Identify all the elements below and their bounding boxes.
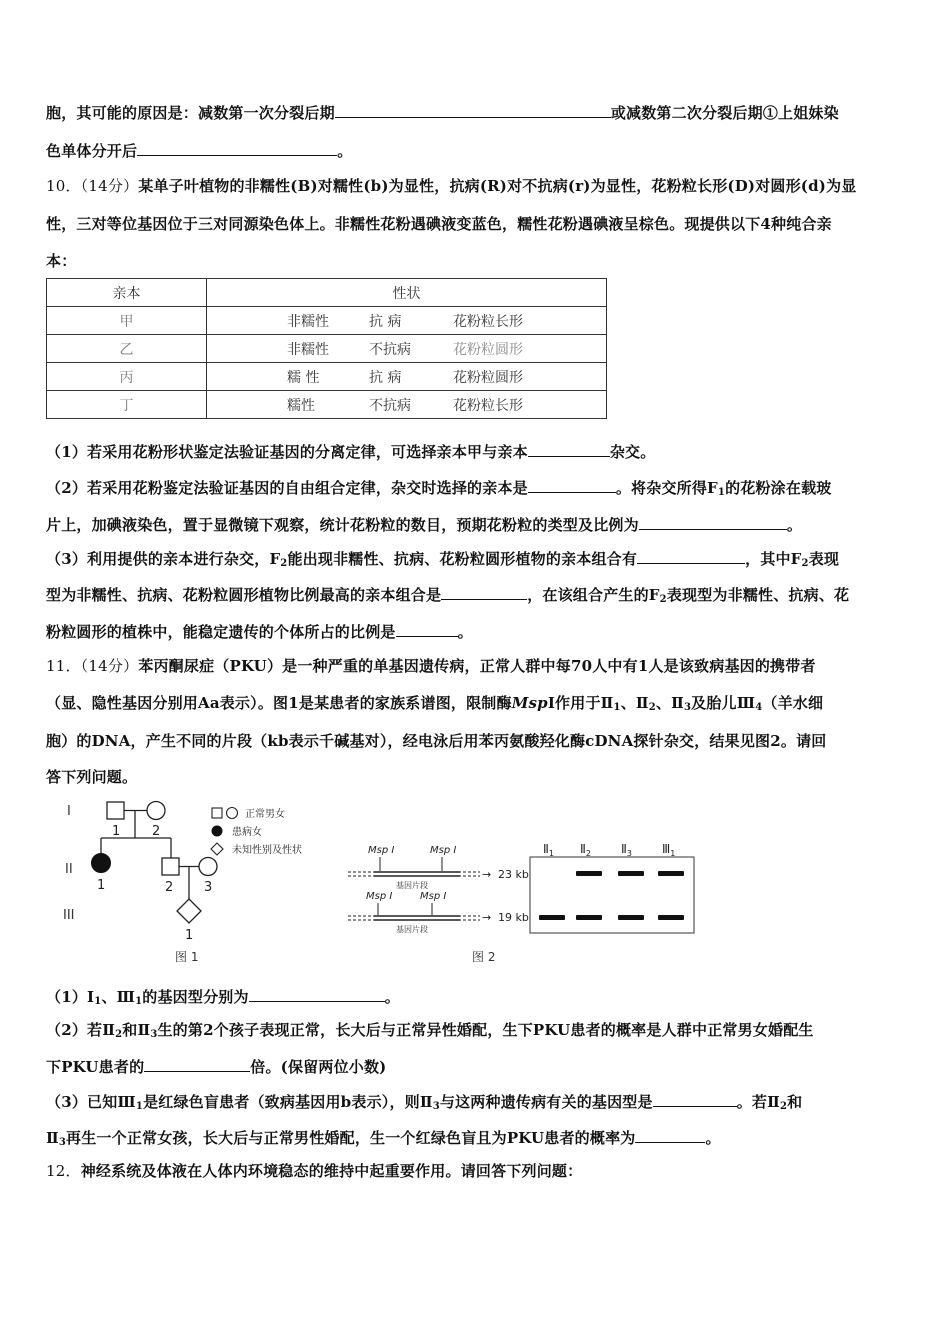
enzyme-site-label: Msp I xyxy=(368,845,395,856)
unknown-sex-symbol xyxy=(177,899,201,923)
generation-label: III xyxy=(63,908,75,923)
lane-label: $Ⅲ_1$ xyxy=(662,842,676,858)
gel-box xyxy=(530,857,694,933)
text-line xyxy=(46,1055,908,1078)
sub-question-11-2 xyxy=(46,1019,908,1041)
band-size-label: 19 kb xyxy=(498,911,529,924)
legend-male-icon xyxy=(212,808,222,818)
table-header-row xyxy=(47,279,607,307)
lane-label: $Ⅱ_1$ xyxy=(543,842,554,858)
text: 下PKU患者的 xyxy=(46,1058,145,1076)
text: 能出现非糯性、抗病、花粉粒圆形植物的亲本组合有 xyxy=(287,550,638,568)
answer-blank[interactable] xyxy=(528,440,610,457)
sub-question-11-3 xyxy=(46,1090,908,1113)
male-normal-symbol xyxy=(107,802,124,819)
gel-band xyxy=(618,871,644,876)
question-10-line xyxy=(46,175,908,197)
text: （2）若采用花粉鉴定法验证基因的自由组合定律，杂交时选择的亲本是 xyxy=(46,479,528,497)
parent-name: 乙 xyxy=(47,335,207,363)
text: 型为非糯性、抗病、花粉粒圆形植物比例最高的亲本组合是 xyxy=(46,586,442,604)
gel-band xyxy=(658,915,684,920)
answer-blank[interactable] xyxy=(653,1090,737,1107)
text: 表现型为非糯性、抗病、花 xyxy=(666,586,850,604)
subscript: 2 xyxy=(280,558,288,569)
trait: 糯性 xyxy=(287,397,315,414)
text: 杂交。 xyxy=(609,443,656,461)
text: 再生一个正常女孩，长大后与正常男性婚配，生一个红绿色盲且为PKU患者的概率为 xyxy=(66,1129,636,1147)
text-line xyxy=(46,513,908,536)
subscript: 1 xyxy=(135,1101,144,1112)
sub-question-10-3 xyxy=(46,547,908,570)
text: 本： xyxy=(46,252,77,270)
text: 。 xyxy=(457,623,473,641)
text-line xyxy=(46,139,908,162)
text-line xyxy=(46,692,908,714)
trait: 花粉粒长形 xyxy=(453,313,523,330)
subscript: 2 xyxy=(648,702,656,713)
answer-blank[interactable] xyxy=(137,139,337,156)
subscript: 3 xyxy=(432,1101,440,1112)
subscript: 3 xyxy=(150,1029,158,1040)
male-normal-symbol xyxy=(162,858,179,875)
text: 、Ⅱ xyxy=(655,694,684,712)
text: 片上，加碘液染色，置于显微镜下观察，统计花粉粒的数目，预期花粉粒的类型及比例为 xyxy=(46,516,639,534)
parent-name: 甲 xyxy=(47,307,207,335)
enzyme-site-label: Msp I xyxy=(420,891,447,902)
text: 。 xyxy=(384,988,400,1006)
answer-blank[interactable] xyxy=(144,1055,250,1072)
text-line xyxy=(46,1126,908,1149)
text: 、Ⅱ xyxy=(620,694,649,712)
traits-cell xyxy=(207,335,607,363)
text: 色单体分开后 xyxy=(46,142,138,160)
text: 。若Ⅱ xyxy=(736,1093,780,1111)
trait: 抗 病 xyxy=(369,369,402,386)
trait: 抗 病 xyxy=(369,313,402,330)
text: 、Ⅲ xyxy=(101,988,136,1006)
figure-caption: 图 1 xyxy=(175,950,199,964)
answer-blank[interactable] xyxy=(249,985,385,1002)
text: 性，三对等位基因位于三对同源染色体上。非糯性花粉遇碘液变蓝色，糯性花粉遇碘液呈棕色。现提供以下4种纯合亲 xyxy=(46,215,832,233)
parent-name: 丁 xyxy=(47,391,207,419)
text: 神经系统及体液在人体内环境稳态的维持中起重要作用。请回答下列问题： xyxy=(80,1162,583,1180)
gel-band xyxy=(576,915,602,920)
electrophoresis-figure xyxy=(340,835,700,970)
subscript: 3 xyxy=(683,702,692,713)
text-line xyxy=(46,730,908,752)
text: 。将杂交所得F xyxy=(615,479,718,497)
affected-female-symbol xyxy=(92,854,111,873)
question-number: 12． xyxy=(46,1162,81,1180)
legend-label: 正常男女 xyxy=(245,809,285,820)
answer-blank[interactable] xyxy=(335,101,611,118)
text: 胞，其可能的原因是：减数第一次分裂后期 xyxy=(46,104,335,122)
text: （显、隐性基因分别用Aa表示）。图1是某患者的家族系谱图，限制酶 xyxy=(46,694,512,712)
trait: 花粉粒圆形 xyxy=(453,341,523,358)
answer-blank[interactable] xyxy=(441,583,527,600)
individual-number: 1 xyxy=(97,878,106,893)
table-header: 亲本 xyxy=(47,279,207,307)
legend-label: 患病女 xyxy=(232,827,262,838)
text: 的花粉涂在载玻 xyxy=(725,479,832,497)
trait: 非糯性 xyxy=(287,313,329,330)
table-row xyxy=(47,363,607,391)
female-normal-symbol xyxy=(199,858,217,876)
individual-number: 1 xyxy=(112,824,121,839)
question-number: 10．（14分） xyxy=(46,177,139,195)
trait: 不抗病 xyxy=(369,341,411,358)
subscript: 3 xyxy=(58,1137,67,1148)
text: （1）若采用花粉形状鉴定法验证基因的分离定律，可选择亲本甲与亲本 xyxy=(46,443,528,461)
arrow-glyph: → xyxy=(482,911,492,924)
text: 生的第2个孩子表现正常，长大后与正常异性婚配，生下PKU患者的概率是人群中正常男女婚配生 xyxy=(157,1021,814,1039)
parent-traits-table xyxy=(46,278,607,419)
answer-blank[interactable] xyxy=(637,547,745,564)
trait: 糯 性 xyxy=(287,369,320,386)
legend-label: 未知性别及性状 xyxy=(232,845,302,856)
sub-question-10-1 xyxy=(46,440,908,463)
text: 表现 xyxy=(808,550,840,568)
text: （羊水细 xyxy=(762,694,824,712)
text: 及胎儿Ⅲ xyxy=(691,694,756,712)
lane-label: $Ⅱ_3$ xyxy=(621,842,632,858)
lane-label: $Ⅱ_2$ xyxy=(580,842,591,858)
answer-blank[interactable] xyxy=(528,476,616,493)
subscript: 2 xyxy=(801,558,809,569)
text: 粉粒圆形的植株中，能稳定遗传的个体所占的比例是 xyxy=(46,623,396,641)
enzyme-site-label: Msp I xyxy=(430,845,457,856)
text-line xyxy=(46,101,908,124)
figure-caption: 图 2 xyxy=(472,950,496,964)
trait: 花粉粒长形 xyxy=(453,397,523,414)
enzyme-site-label: Msp I xyxy=(366,891,393,902)
question-11-line xyxy=(46,655,908,677)
answer-blank[interactable] xyxy=(635,1126,705,1143)
answer-blank[interactable] xyxy=(396,620,458,637)
question-12-line xyxy=(46,1160,908,1182)
text: 倍。(保留两位小数) xyxy=(250,1058,387,1076)
table-row xyxy=(47,307,607,335)
individual-number: 1 xyxy=(185,928,194,943)
subscript: 1 xyxy=(94,996,102,1007)
legend-female-icon xyxy=(227,808,238,819)
enzyme-name: Msp xyxy=(511,694,548,712)
traits-cell xyxy=(207,391,607,419)
trait: 不抗病 xyxy=(369,397,411,414)
sub-question-11-1 xyxy=(46,985,908,1008)
individual-number: 2 xyxy=(152,824,161,839)
text: 。 xyxy=(786,516,803,534)
fragment-label: 基因片段 xyxy=(396,925,428,934)
legend-affected-icon xyxy=(212,826,223,837)
subscript: 2 xyxy=(779,1101,788,1112)
table-row xyxy=(47,335,607,363)
text: Ⅱ xyxy=(46,1129,59,1147)
subscript: 2 xyxy=(115,1029,123,1040)
trait: 花粉粒圆形 xyxy=(453,369,523,386)
text: 。 xyxy=(337,142,353,160)
answer-blank[interactable] xyxy=(639,513,787,530)
fragment-label: 基因片段 xyxy=(396,881,428,890)
text: I作用于Ⅱ xyxy=(547,694,614,712)
individual-number: 3 xyxy=(204,880,213,895)
question-number: 11．（14分） xyxy=(46,657,139,675)
text: （2）若Ⅱ xyxy=(46,1021,116,1039)
band-size-label: 23 kb xyxy=(498,868,529,881)
text: 或减数第二次分裂后期①上姐妹染 xyxy=(610,104,839,122)
subscript: 1 xyxy=(717,487,726,498)
pedigree-figure xyxy=(55,795,315,970)
text: 。 xyxy=(705,1129,721,1147)
text: 与这两种遗传病有关的基因型是 xyxy=(439,1093,653,1111)
text: 胞）的DNA，产生不同的片段（kb表示千碱基对），经电泳后用苯丙氨酸羟化酶cDNA探针杂交，结果见图2。请回 xyxy=(46,732,827,750)
text: 答下列问题。 xyxy=(46,768,138,786)
text-line xyxy=(46,620,908,643)
text: ，其中F xyxy=(745,550,802,568)
trait: 非糯性 xyxy=(287,341,329,358)
text: 和 xyxy=(787,1093,803,1111)
generation-label: I xyxy=(67,804,71,819)
table-header: 性状 xyxy=(207,279,607,307)
subscript: 1 xyxy=(135,996,143,1007)
text: 的基因型分别为 xyxy=(142,988,249,1006)
text: 是红绿色盲患者（致病基因用b表示），则Ⅱ xyxy=(143,1093,433,1111)
text: 和Ⅱ xyxy=(122,1021,151,1039)
generation-label: II xyxy=(65,862,73,877)
arrow-glyph: → xyxy=(482,868,492,881)
traits-cell xyxy=(207,363,607,391)
gel-band xyxy=(539,915,565,920)
text: 某单子叶植物的非糯性(B)对糯性(b)为显性，抗病(R)对不抗病(r)为显性，花粉粒长形(D)对圆形(d)为显 xyxy=(138,177,857,195)
traits-cell xyxy=(207,307,607,335)
text-line xyxy=(46,766,908,788)
table-row xyxy=(47,391,607,419)
text: ，在该组合产生的F xyxy=(527,586,660,604)
parent-name: 丙 xyxy=(47,363,207,391)
gel-band xyxy=(658,871,684,876)
subscript: 4 xyxy=(755,702,763,713)
legend-unknown-icon xyxy=(211,843,223,855)
text: （3）已知Ⅲ xyxy=(46,1093,136,1111)
gel-band xyxy=(618,915,644,920)
subscript: 1 xyxy=(613,702,621,713)
text-line xyxy=(46,250,908,272)
individual-number: 2 xyxy=(165,880,174,895)
text-line xyxy=(46,213,908,235)
female-normal-symbol xyxy=(147,802,165,820)
sub-question-10-2 xyxy=(46,476,908,499)
gel-band xyxy=(576,871,602,876)
text: （1）I xyxy=(46,988,95,1006)
text: 苯丙酮尿症（PKU）是一种严重的单基因遗传病，正常人群中每70人中有1人是该致病基因的携带者 xyxy=(138,657,816,675)
text: （3）利用提供的亲本进行杂交，F xyxy=(46,550,281,568)
text-line xyxy=(46,583,908,606)
subscript: 2 xyxy=(659,594,667,605)
